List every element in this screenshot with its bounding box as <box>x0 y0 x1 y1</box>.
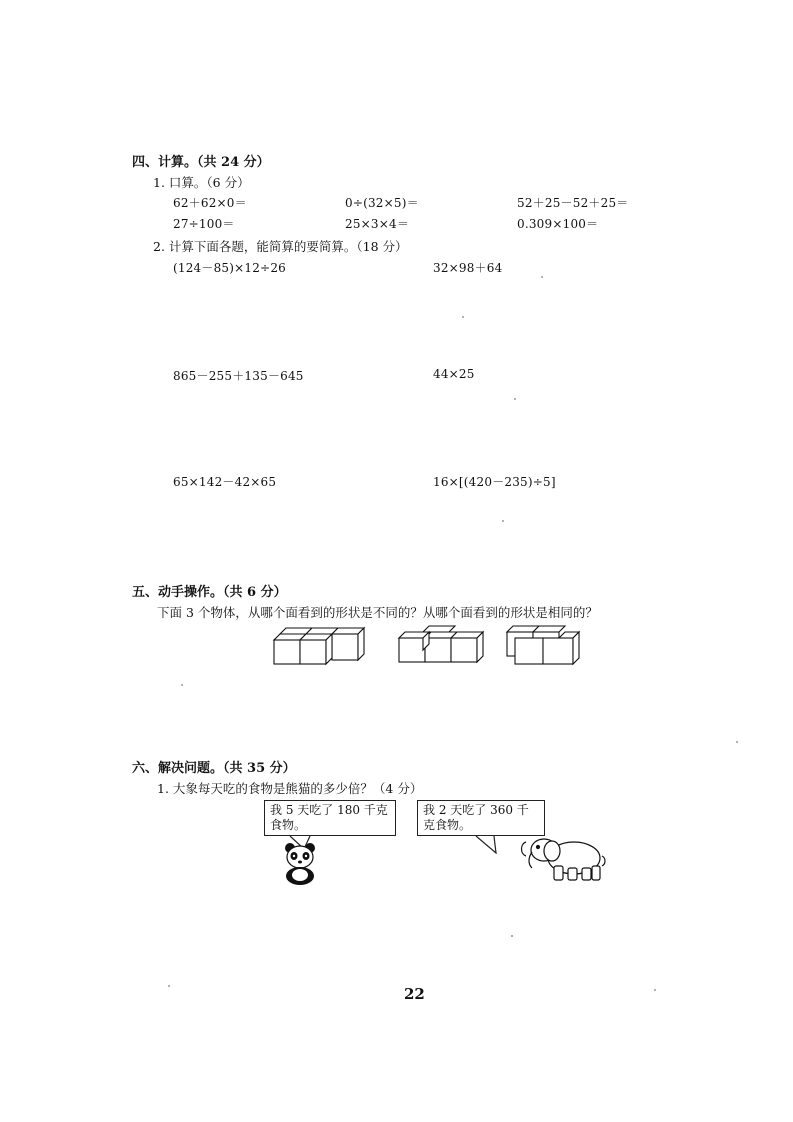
section-6-question-1: 1. 大象每天吃的食物是熊猫的多少倍？（4 分） <box>157 781 423 796</box>
panda-illustration <box>282 842 320 886</box>
elephant-speech-bubble: 我 2 天吃了 360 千克食物。 <box>417 800 545 836</box>
scan-speck <box>168 985 170 987</box>
elephant-illustration <box>518 834 606 884</box>
calc-item-2: 32×98＋64 <box>433 261 503 275</box>
calc-item-1: (124－85)×12÷26 <box>173 261 286 275</box>
scan-speck <box>541 276 543 278</box>
calc-item-6: 16×[(420－235)÷5] <box>433 475 556 489</box>
oral-item-5: 25×3×4＝ <box>345 217 410 231</box>
calc-item-5: 65×142－42×65 <box>173 475 277 489</box>
scan-speck <box>514 398 516 400</box>
scan-speck <box>502 520 504 522</box>
panda-speech-bubble: 我 5 天吃了 180 千克食物。 <box>264 800 396 836</box>
section-5-title: 五、动手操作。（共 6 分） <box>132 585 287 600</box>
cube-object-2-figure <box>397 624 493 666</box>
scan-speck <box>181 684 183 686</box>
calc-item-4: 44×25 <box>433 367 475 381</box>
oral-item-1: 62＋62×0＝ <box>173 196 247 210</box>
page-number: 22 <box>404 985 425 1003</box>
question-1-label: 1. 口算。（6 分） <box>153 175 250 190</box>
section-6-title: 六、解决问题。（共 35 分） <box>132 761 296 776</box>
question-2-label: 2. 计算下面各题，能简算的要简算。（18 分） <box>153 239 408 254</box>
scan-speck <box>462 316 464 318</box>
section-5-question: 下面 3 个物体，从哪个面看到的形状是不同的？从哪个面看到的形状是相同的？ <box>157 605 598 620</box>
section-4-title: 四、计算。（共 24 分） <box>132 155 270 170</box>
oral-item-3: 52＋25－52＋25＝ <box>517 196 629 210</box>
scan-speck <box>511 935 513 937</box>
oral-item-2: 0÷(32×5)＝ <box>345 196 419 210</box>
elephant-speech-tail <box>470 836 510 854</box>
scan-speck <box>736 741 738 743</box>
cube-object-3-figure <box>505 622 585 666</box>
cube-object-1-figure <box>272 624 368 666</box>
oral-item-6: 0.309×100＝ <box>517 217 599 231</box>
calc-item-3: 865－255＋135－645 <box>173 369 304 383</box>
scan-speck <box>654 989 656 991</box>
oral-item-4: 27÷100＝ <box>173 217 235 231</box>
